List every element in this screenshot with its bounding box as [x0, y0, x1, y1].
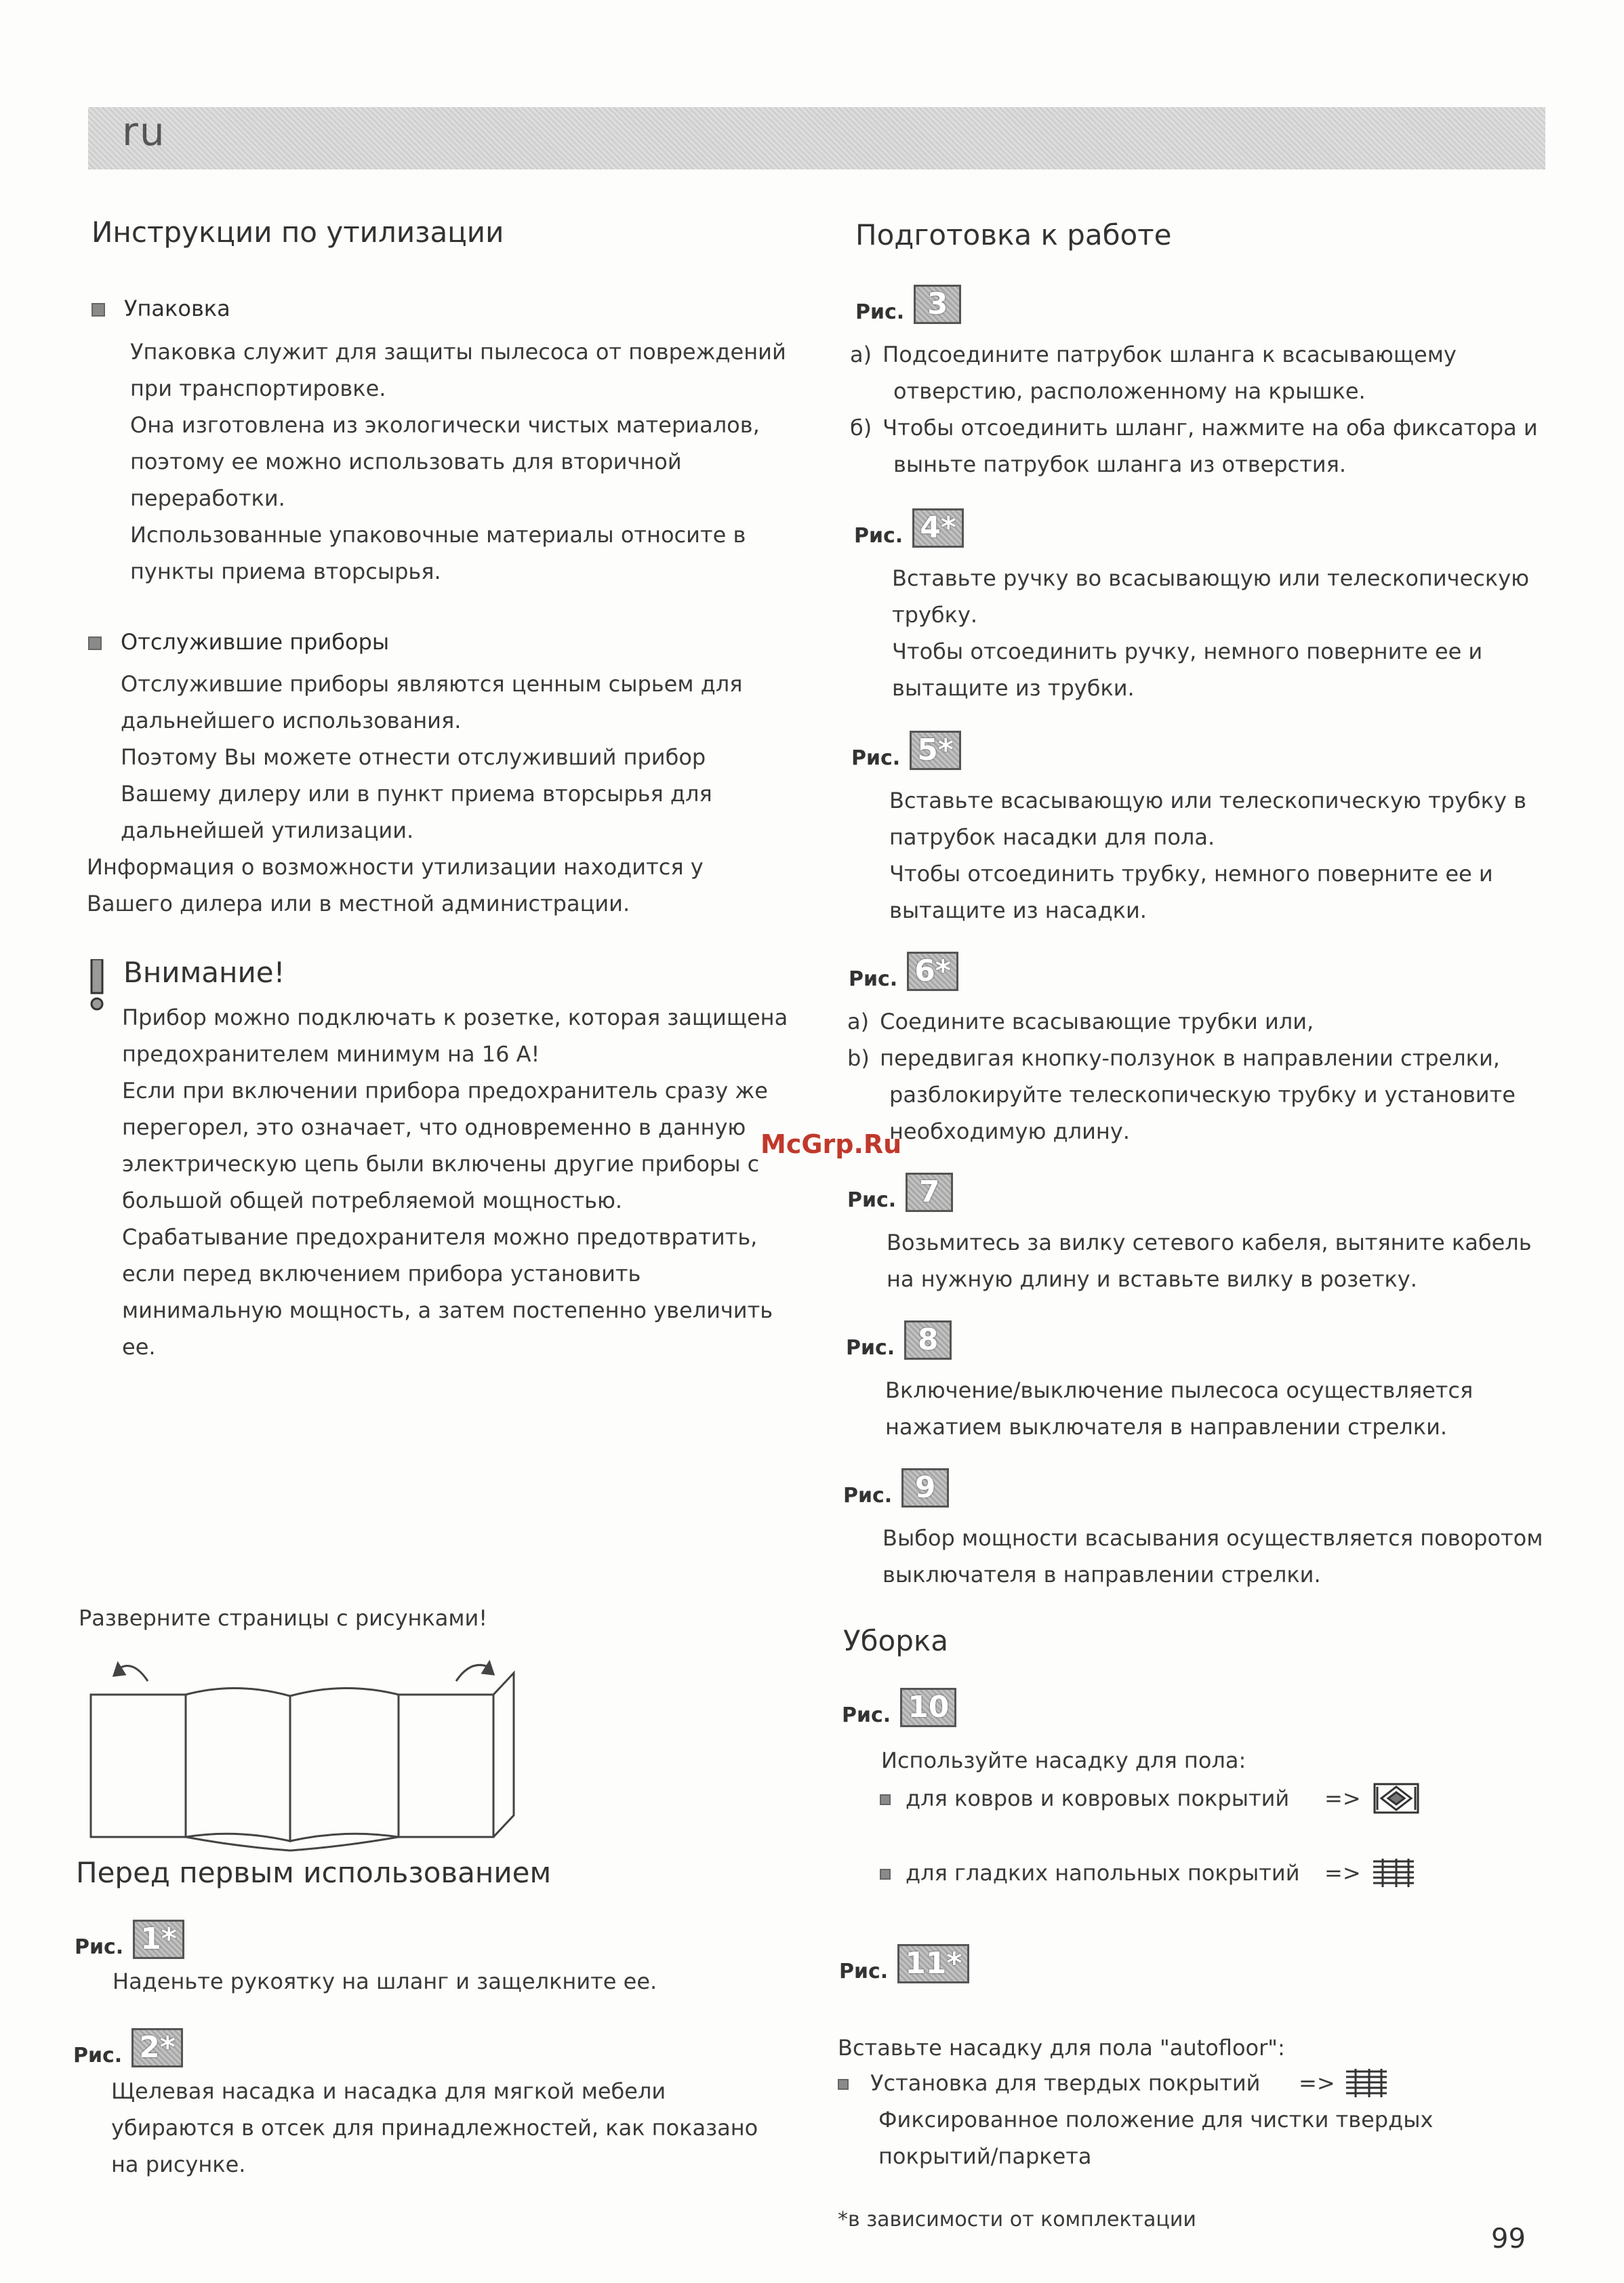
list-marker: б) [850, 415, 872, 441]
figure-label: Рис. [75, 1935, 124, 1959]
language-header-bar [88, 107, 1545, 169]
text-line: Чтобы отсоединить шланг, нажмите на оба фиксатора и [882, 415, 1538, 441]
text-line: вытащите из насадки. [889, 897, 1147, 923]
figure-number-badge: 1* [133, 1920, 184, 1959]
text-line: Наденьте рукоятку на шланг и защелкните ее. [113, 1968, 657, 1994]
text-line: Отслужившие приборы являются ценным сырьем для [121, 671, 743, 697]
figure-7-text [887, 1224, 1532, 1297]
list-marker: b) [847, 1045, 870, 1071]
figure-number-badge: 8 [904, 1320, 952, 1360]
hard-floor-setting-icon [1369, 1856, 1418, 1901]
figure-10-intro: Используйте насадку для пола: [881, 1747, 1246, 1773]
text-line: трубку. [892, 602, 978, 628]
figure-number-badge: 9 [901, 1468, 949, 1508]
text-line: минимальную мощность, а затем постепенно увеличить [122, 1297, 773, 1323]
option-text: для ковров и ковровых покрытий [906, 1785, 1290, 1811]
figure-label: Рис. [847, 1188, 897, 1212]
text-line: передвигая кнопку-ползунок в направлении стрелки, [880, 1045, 1500, 1071]
text-line: дальнейшего использования. [121, 708, 462, 733]
carpet-option [880, 1780, 1436, 1817]
text-line: Чтобы отсоединить ручку, немного поверните ее и [892, 639, 1483, 664]
figure-label: Рис. [839, 1960, 889, 1983]
text-line: Вашему дилеру или в пункт приема вторсырья для [121, 781, 712, 807]
text-line: переработки. [130, 485, 285, 511]
text-line: Срабатывание предохранителя можно предотвратить, [122, 1224, 758, 1250]
figure-9-ref [843, 1468, 949, 1508]
text-line: Если при включении прибора предохранитель сразу же [122, 1078, 768, 1104]
list-marker: a) [847, 1009, 870, 1034]
figure-3-ref [855, 285, 961, 324]
text-line: нажатием выключателя в направлении стрелки. [885, 1414, 1448, 1440]
autofloor-option [838, 2065, 1434, 2101]
figure-2-text [111, 2073, 758, 2183]
old-devices-title: Отслужившие приборы [121, 629, 390, 655]
prep-title: Подготовка к работе [855, 218, 1172, 251]
text-line: вытащите из трубки. [892, 675, 1135, 701]
text-line: Фиксированное положение для чистки твердых [878, 2107, 1434, 2133]
figure-number-badge: 5* [910, 731, 961, 770]
figure-label: Рис. [851, 746, 901, 770]
text-line: Подсоедините патрубок шланга к всасывающему [882, 342, 1457, 367]
figure-label: Рис. [855, 300, 905, 324]
text-line: перегорел, это означает, что одновременно в данную [122, 1114, 746, 1140]
carpet-setting-icon [1372, 1781, 1421, 1826]
text-line: патрубок насадки для пола. [889, 824, 1215, 850]
warning-text [122, 999, 788, 1365]
arrow-text: => [1324, 1785, 1361, 1811]
warning-title: Внимание! [123, 956, 285, 989]
figure-10-ref [842, 1688, 956, 1727]
figure-label: Рис. [849, 967, 898, 991]
figure-4-text [892, 560, 1529, 706]
packaging-title: Упаковка [124, 296, 230, 321]
figure-1-text [113, 1963, 657, 2000]
text-line: пункты приема вторсырья. [130, 559, 441, 584]
text-line: Прибор можно подключать к розетке, которая защищена [122, 1005, 788, 1030]
figure-number-badge: 7 [906, 1173, 953, 1212]
text-line: покрытий/паркета [878, 2143, 1092, 2169]
text-line: Выбор мощности всасывания осуществляется поворотом [882, 1525, 1543, 1551]
old-devices-note [87, 849, 704, 922]
square-bullet-icon [88, 637, 102, 650]
first-use-title: Перед первым использованием [76, 1856, 552, 1889]
text-line: Соедините всасывающие трубки или, [880, 1009, 1314, 1034]
cleaning-title: Уборка [843, 1624, 948, 1657]
figure-number-badge: 4* [912, 508, 964, 548]
text-line: электрическую цепь были включены другие приборы с [122, 1151, 760, 1177]
square-bullet-icon [92, 303, 105, 317]
unfold-note: Разверните страницы с рисунками! [79, 1605, 488, 1631]
figure-5-text [889, 782, 1526, 929]
autofloor-text [878, 2101, 1433, 2175]
figure-9-text [882, 1520, 1543, 1593]
text-line: дальнейшей утилизации. [121, 817, 414, 843]
footnote: *в зависимости от комплектации [838, 2208, 1196, 2231]
old-devices-heading [88, 629, 389, 655]
packaging-heading [92, 296, 230, 321]
figure-7-ref [847, 1173, 953, 1212]
packaging-text [130, 334, 786, 590]
figure-8-ref [846, 1320, 952, 1360]
text-line: Включение/выключение пылесоса осуществляется [885, 1377, 1474, 1403]
text-line: убираются в отсек для принадлежностей, как показано [111, 2115, 758, 2141]
list-marker: a) [850, 342, 872, 367]
text-line: при транспортировке. [130, 376, 386, 401]
text-line: Щелевая насадка и насадка для мягкой мебели [111, 2078, 666, 2104]
text-line: Информация о возможности утилизации находится у [87, 854, 704, 880]
text-line: большой общей потребляемой мощностью. [122, 1188, 623, 1213]
arrow-text: => [1324, 1860, 1361, 1886]
text-line: Вставьте всасывающую или телескопическую трубку в [889, 788, 1526, 813]
square-bullet-icon [838, 2079, 849, 2090]
figure-2-ref [73, 2028, 183, 2067]
figure-label: Рис. [73, 2044, 123, 2067]
figure-6-text [847, 1003, 1516, 1150]
text-line: выключателя в направлении стрелки. [882, 1562, 1321, 1588]
text-line: на рисунке. [111, 2151, 246, 2177]
figure-label: Рис. [843, 1484, 893, 1508]
figure-label: Рис. [854, 524, 904, 548]
watermark: McGrp.Ru [760, 1129, 902, 1159]
figure-number-badge: 2* [131, 2028, 183, 2067]
text-line: предохранителем минимум на 16 А! [122, 1041, 540, 1067]
figure-11-ref [839, 1944, 969, 1983]
arrow-text: => [1299, 2070, 1335, 2096]
unfold-pages-illustration [87, 1654, 521, 1857]
text-line: отверстию, расположенному на крышке. [893, 378, 1366, 404]
figure-number-badge: 11* [897, 1944, 969, 1983]
text-line: поэтому ее можно использовать для вторичной [130, 449, 682, 474]
hard-floor-option [880, 1855, 1436, 1891]
text-line: Вашего дилера или в местной администрации. [87, 891, 630, 916]
figure-6-ref [849, 952, 958, 991]
text-line: Вставьте ручку во всасывающую или телескопическую [892, 565, 1530, 591]
text-line: Чтобы отсоединить трубку, немного поверните ее и [889, 861, 1493, 887]
text-line: ее. [122, 1334, 156, 1360]
figure-label: Рис. [846, 1336, 895, 1360]
text-line: выньте патрубок шланга из отверстия. [893, 451, 1347, 477]
text-line: если перед включением прибора установить [122, 1261, 641, 1287]
page-number: 99 [1491, 2223, 1526, 2255]
square-bullet-icon [880, 1794, 891, 1805]
old-devices-text [121, 666, 742, 849]
text-line: Использованные упаковочные материалы относите в [130, 522, 746, 548]
figure-number-badge: 3 [914, 285, 961, 324]
text-line: Она изготовлена из экологически чистых материалов, [130, 412, 760, 438]
text-line: Поэтому Вы можете отнести отслуживший прибор [121, 744, 706, 770]
exclamation-icon [89, 959, 104, 1001]
text-line: разблокируйте телескопическую трубку и установите [889, 1082, 1516, 1108]
figure-8-text [885, 1372, 1473, 1445]
figure-3-text [850, 336, 1538, 483]
figure-number-badge: 6* [907, 952, 958, 991]
option-text: Установка для твердых покрытий [870, 2070, 1261, 2096]
figure-5-ref [851, 731, 961, 770]
figure-number-badge: 10 [900, 1688, 956, 1727]
text-line: Возьмитесь за вилку сетевого кабеля, вытяните кабель [887, 1230, 1532, 1255]
figure-label: Рис. [842, 1703, 891, 1727]
text-line: на нужную длину и вставьте вилку в розетку. [887, 1266, 1417, 1292]
option-text: для гладких напольных покрытий [906, 1860, 1300, 1886]
autofloor-intro: Вставьте насадку для пола "autofloor": [838, 2035, 1285, 2061]
disposal-title: Инструкции по утилизации [92, 216, 504, 249]
text-line: Упаковка служит для защиты пылесоса от повреждений [130, 339, 786, 365]
figure-1-ref [75, 1920, 184, 1959]
language-code: ru [122, 108, 166, 155]
square-bullet-icon [880, 1869, 891, 1880]
text-line: необходимую длину. [889, 1118, 1130, 1144]
figure-4-ref [854, 508, 964, 548]
